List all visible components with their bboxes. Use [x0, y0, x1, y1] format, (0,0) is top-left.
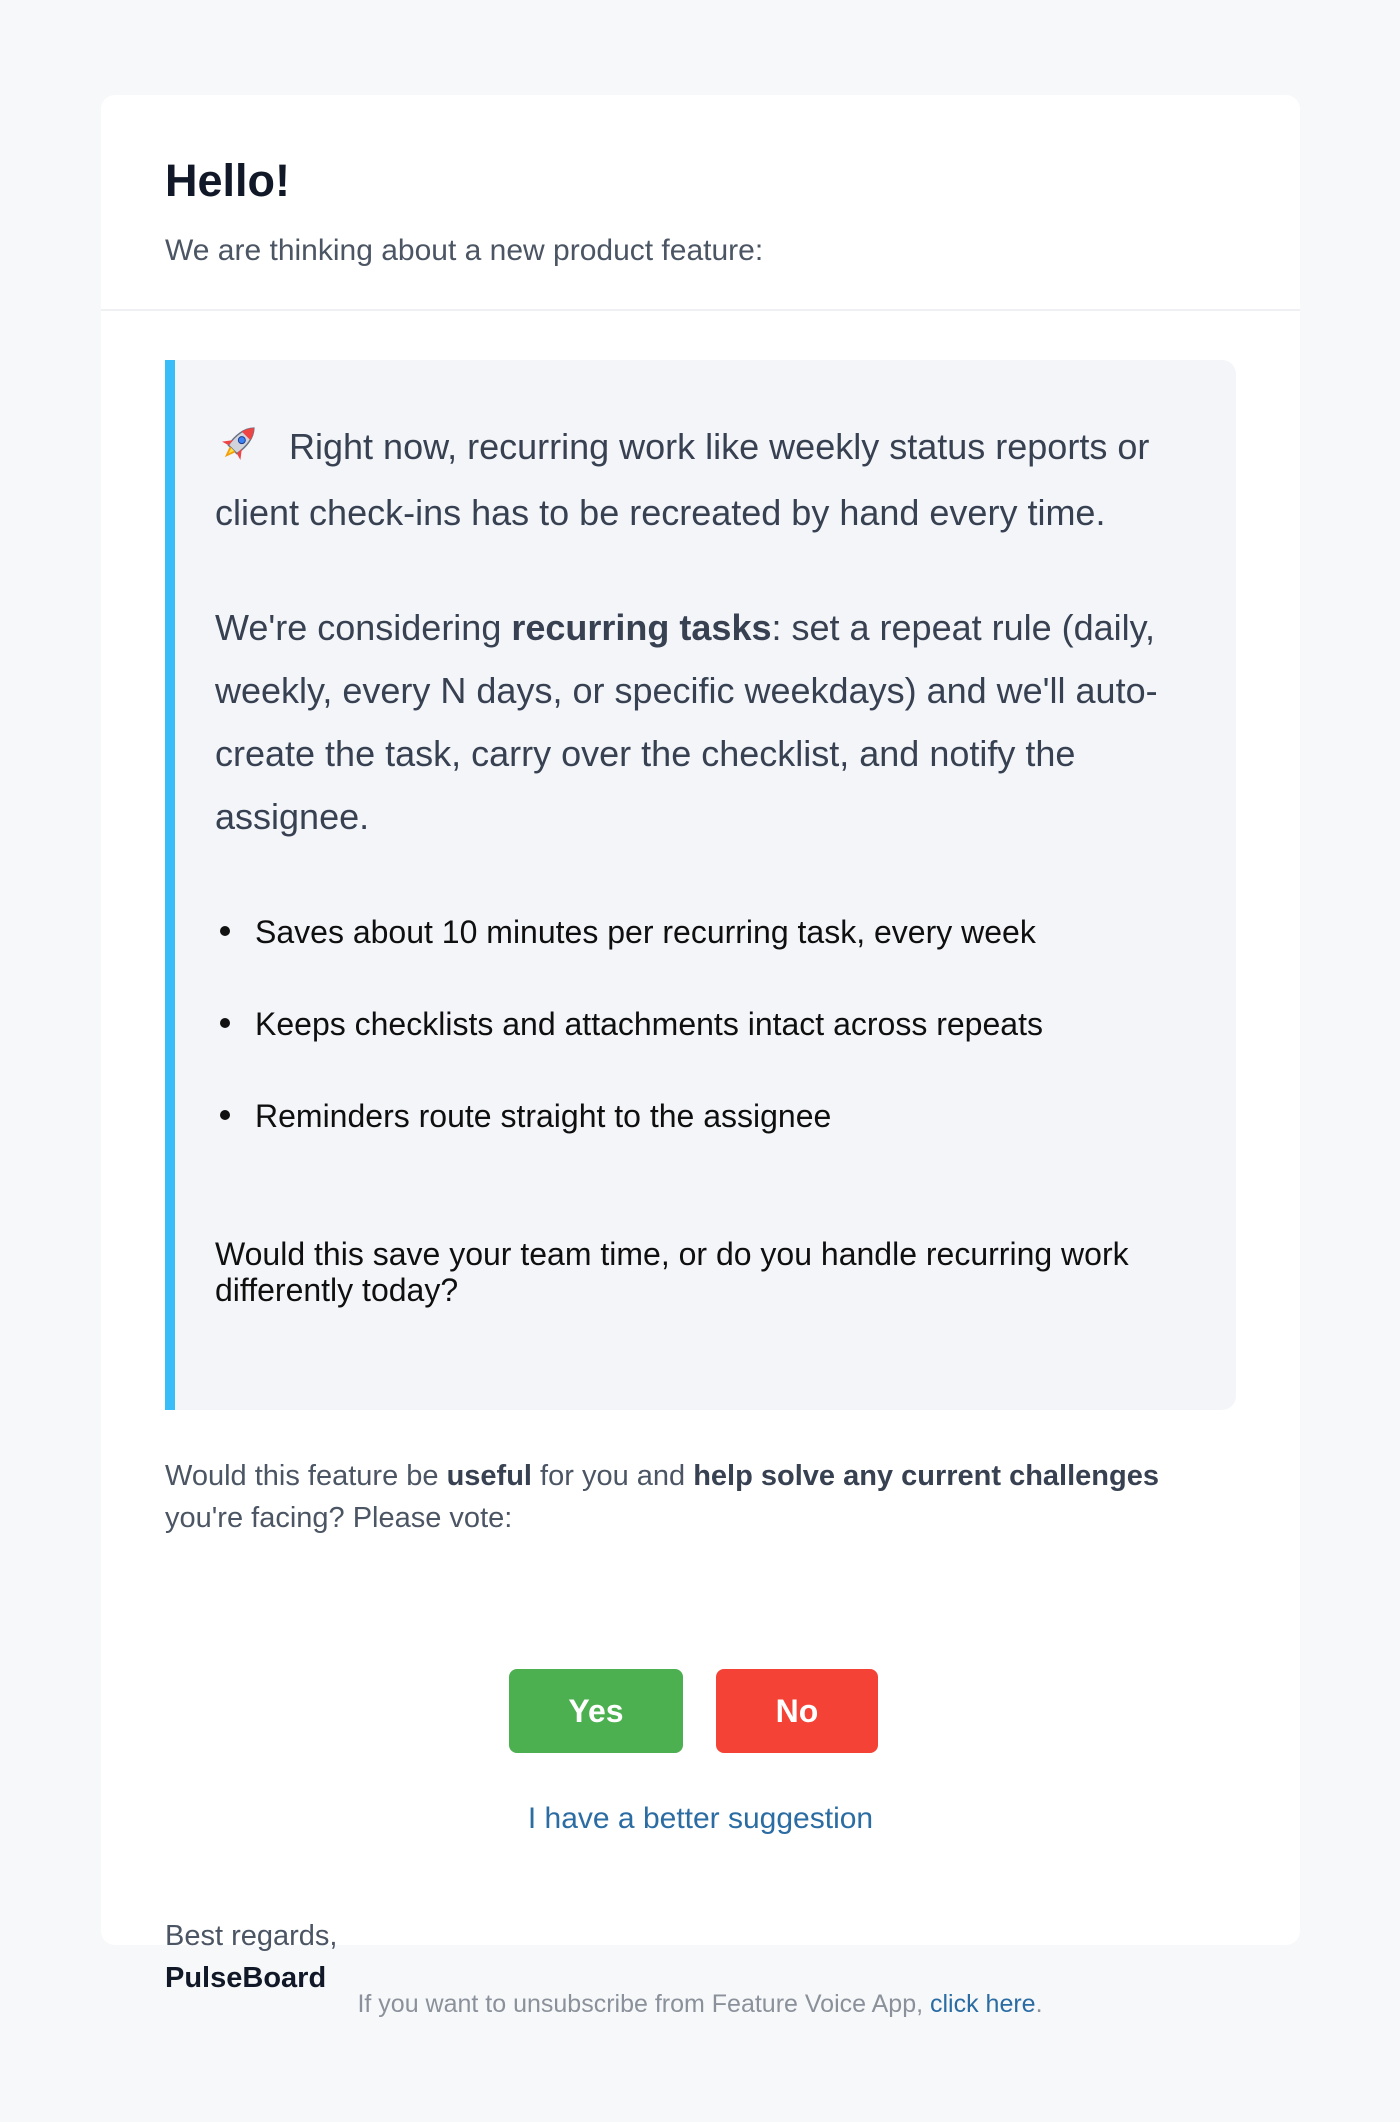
feature-paragraph-2-prefix: We're considering	[215, 607, 512, 648]
benefit-text: Saves about 10 minutes per recurring task, every week	[255, 914, 1036, 950]
footer	[0, 1990, 1400, 2019]
vote-prompt-part-1: Would this feature be	[165, 1460, 447, 1492]
feature-paragraph-2-suffix: : set a repeat rule (daily, weekly, every N days, or specific weekdays) and we'll auto-create the task, carry over the checklist, and notify the assignee.	[215, 607, 1158, 837]
feature-paragraph-2	[215, 596, 1186, 848]
feature-name: recurring tasks	[511, 607, 772, 648]
email-header	[101, 95, 1300, 311]
feature-paragraph-1	[215, 414, 1186, 546]
bullet-icon	[220, 926, 230, 936]
vote-no-button[interactable]: No	[716, 1669, 878, 1753]
feature-question: Would this save your team time, or do you handle recurring work differently today?	[215, 1236, 1129, 1308]
list-item	[215, 912, 1186, 1004]
vote-prompt-bold-1: useful	[446, 1460, 532, 1492]
list-item	[215, 1096, 1186, 1188]
unsubscribe-link[interactable]: click here	[930, 1990, 1036, 2018]
regards-text: Best regards,	[165, 1920, 338, 1952]
benefits-list	[215, 912, 1186, 1188]
rocket-icon	[215, 419, 263, 467]
feature-description-box	[165, 360, 1236, 1410]
vote-prompt	[165, 1455, 1245, 1539]
unsubscribe-text: If you want to unsubscribe from Feature Voice App,	[357, 1990, 930, 2018]
benefit-text: Reminders route straight to the assignee	[255, 1098, 832, 1134]
vote-prompt-part-2: for you and	[531, 1460, 694, 1492]
footer-period: .	[1035, 1990, 1043, 2018]
list-item	[215, 1004, 1186, 1096]
brand-name: PulseBoard	[165, 1962, 327, 1994]
benefit-text: Keeps checklists and attachments intact across repeats	[255, 1006, 1043, 1042]
intro-text: We are thinking about a new product feature:	[165, 234, 764, 267]
signoff	[165, 1915, 337, 1999]
email-card	[101, 95, 1300, 1994]
vote-yes-button[interactable]: Yes	[509, 1669, 683, 1753]
better-suggestion-link[interactable]: I have a better suggestion	[527, 1802, 874, 1835]
feature-paragraph-1-text: Right now, recurring work like weekly status reports or client check-ins has to be recreated by hand every time.	[215, 426, 1150, 533]
vote-prompt-part-3: you're facing? Please vote:	[165, 1502, 513, 1534]
vote-prompt-bold-2: help solve any current challenges	[693, 1460, 1159, 1492]
greeting-heading: Hello!	[165, 155, 291, 206]
bullet-icon	[220, 1110, 230, 1120]
bullet-icon	[220, 1018, 230, 1028]
